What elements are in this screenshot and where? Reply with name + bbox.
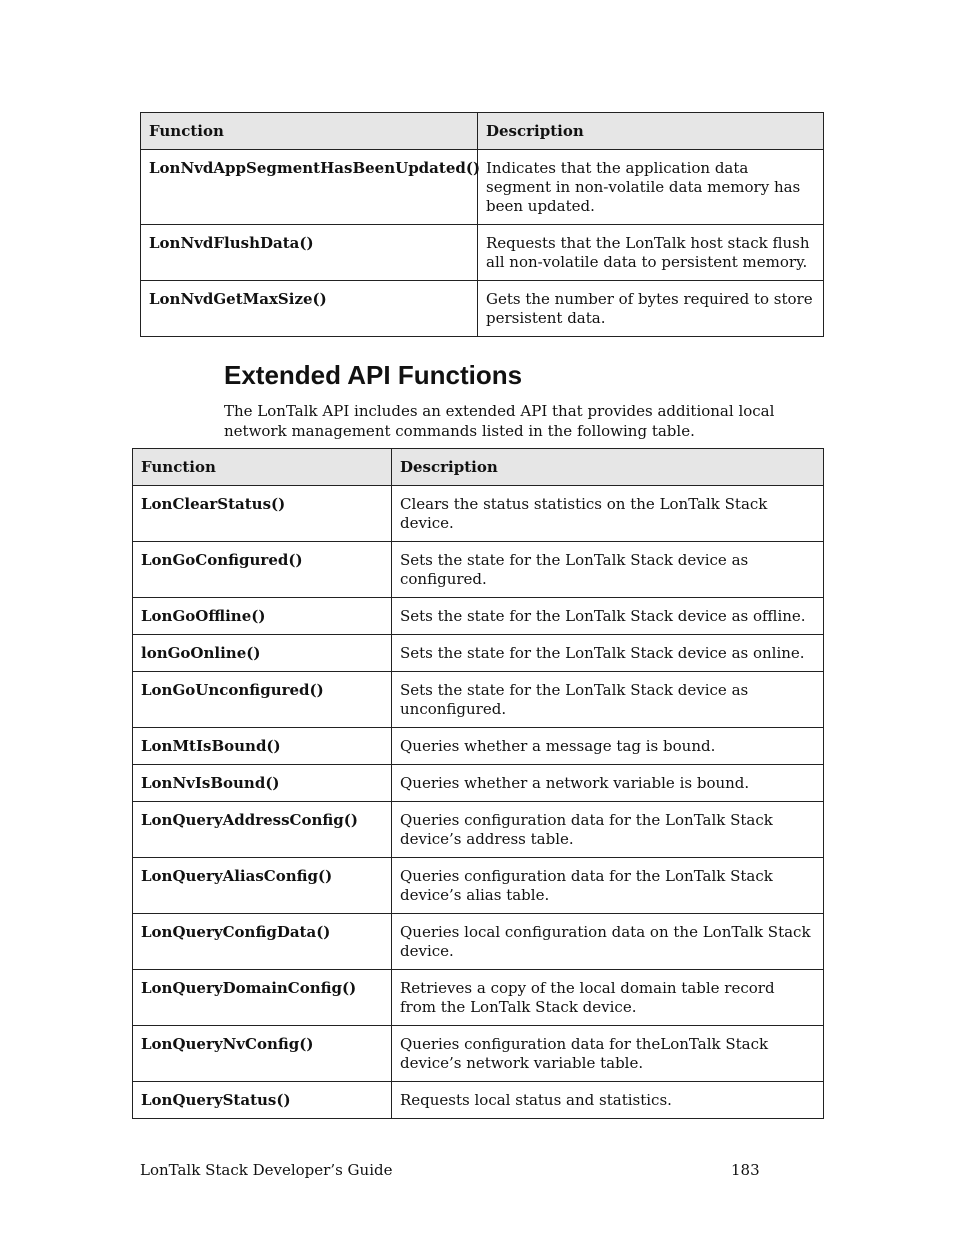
function-description: Queries configuration data for the LonTalk Stack device’s alias table. <box>392 858 824 914</box>
function-description: Sets the state for the LonTalk Stack device as offline. <box>392 598 824 635</box>
table-row <box>133 765 824 802</box>
function-name: LonQueryStatus() <box>133 1082 392 1119</box>
table-row <box>133 970 824 1026</box>
nvd-functions-table <box>140 112 824 337</box>
column-header-function: Function <box>141 113 478 150</box>
table-row <box>133 1026 824 1082</box>
function-description: Indicates that the application data segment in non-volatile data memory has been updated. <box>478 150 824 225</box>
function-name: LonQueryDomainConfig() <box>133 970 392 1026</box>
extended-api-table <box>132 448 824 1119</box>
footer-document-title: LonTalk Stack Developer’s Guide <box>140 1161 393 1179</box>
column-header-description: Description <box>392 449 824 486</box>
table-row <box>141 150 824 225</box>
function-description: Requests that the LonTalk host stack flush all non-volatile data to persistent memory. <box>478 225 824 281</box>
function-name: LonQueryAliasConfig() <box>133 858 392 914</box>
table-row <box>133 728 824 765</box>
section-heading: Extended API Functions <box>224 360 523 390</box>
function-description: Retrieves a copy of the local domain table record from the LonTalk Stack device. <box>392 970 824 1026</box>
table-row <box>141 225 824 281</box>
table-row <box>133 598 824 635</box>
table-header-row <box>133 449 824 486</box>
function-name: LonGoUnconfigured() <box>133 672 392 728</box>
function-description: Clears the status statistics on the LonTalk Stack device. <box>392 486 824 542</box>
function-name: LonGoOffline() <box>133 598 392 635</box>
table-row <box>141 281 824 337</box>
function-description: Queries whether a network variable is bound. <box>392 765 824 802</box>
column-header-function: Function <box>133 449 392 486</box>
function-name: lonGoOnline() <box>133 635 392 672</box>
table-row <box>133 1082 824 1119</box>
table-row <box>133 672 824 728</box>
function-name: LonQueryAddressConfig() <box>133 802 392 858</box>
function-description: Sets the state for the LonTalk Stack device as online. <box>392 635 824 672</box>
table-row <box>133 914 824 970</box>
table-row <box>133 802 824 858</box>
function-name: LonQueryConfigData() <box>133 914 392 970</box>
function-name: LonNvdFlushData() <box>141 225 478 281</box>
table-row <box>133 486 824 542</box>
table-row <box>133 542 824 598</box>
function-name: LonNvdGetMaxSize() <box>141 281 478 337</box>
function-name: LonNvIsBound() <box>133 765 392 802</box>
section-intro: The LonTalk API includes an extended API that provides additional local network management commands listed in the following table. <box>224 402 775 440</box>
function-name: LonClearStatus() <box>133 486 392 542</box>
function-description: Queries whether a message tag is bound. <box>392 728 824 765</box>
function-description: Requests local status and statistics. <box>392 1082 824 1119</box>
function-name: LonMtIsBound() <box>133 728 392 765</box>
function-description: Gets the number of bytes required to store persistent data. <box>478 281 824 337</box>
function-name: LonNvdAppSegmentHasBeenUpdated() <box>141 150 478 225</box>
function-description: Queries configuration data for theLonTalk Stack device’s network variable table. <box>392 1026 824 1082</box>
function-description: Sets the state for the LonTalk Stack device as unconfigured. <box>392 672 824 728</box>
function-description: Sets the state for the LonTalk Stack device as configured. <box>392 542 824 598</box>
table-row <box>133 858 824 914</box>
footer-page-number: 183 <box>731 1161 760 1179</box>
table-row <box>133 635 824 672</box>
function-name: LonQueryNvConfig() <box>133 1026 392 1082</box>
table-header-row <box>141 113 824 150</box>
function-description: Queries configuration data for the LonTalk Stack device’s address table. <box>392 802 824 858</box>
function-description: Queries local configuration data on the LonTalk Stack device. <box>392 914 824 970</box>
column-header-description: Description <box>478 113 824 150</box>
function-name: LonGoConfigured() <box>133 542 392 598</box>
